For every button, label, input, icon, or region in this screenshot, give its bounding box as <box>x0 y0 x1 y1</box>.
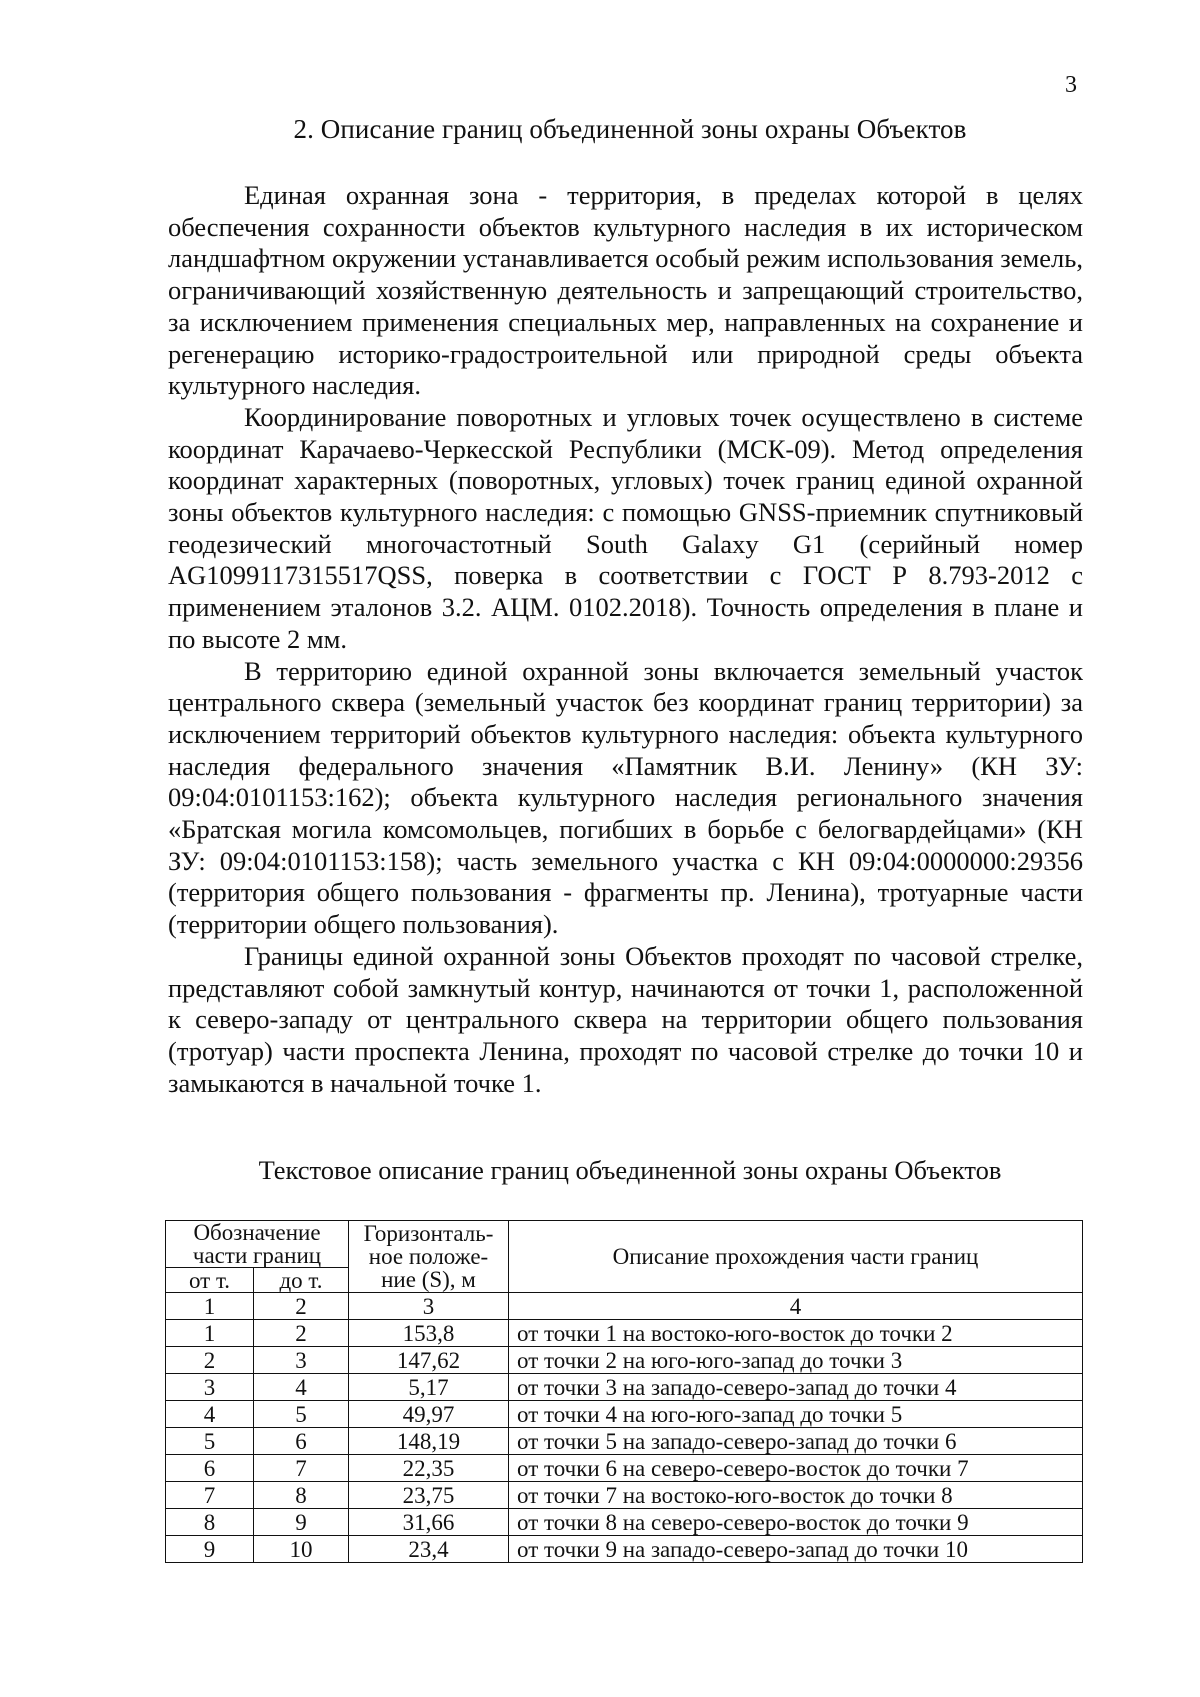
column-number: 1 <box>166 1293 254 1320</box>
cell-from: 5 <box>166 1428 254 1455</box>
cell-distance: 5,17 <box>349 1374 509 1401</box>
table-caption: Текстовое описание границ объединенной зоны охраны Объектов <box>258 1155 1002 1185</box>
cell-description: от точки 5 на западо-северо-запад до точки 6 <box>509 1428 1083 1455</box>
table-row <box>166 1374 1083 1401</box>
cell-to: 7 <box>254 1455 349 1482</box>
cell-to: 4 <box>254 1374 349 1401</box>
header-distance-line3: ние (S), м <box>381 1267 476 1292</box>
cell-to: 2 <box>254 1320 349 1347</box>
cell-to: 5 <box>254 1401 349 1428</box>
cell-distance: 49,97 <box>349 1401 509 1428</box>
cell-from: 2 <box>166 1347 254 1374</box>
cell-description: от точки 7 на востоко-юго-восток до точки 8 <box>509 1482 1083 1509</box>
cell-description: от точки 2 на юго-юго-запад до точки 3 <box>509 1347 1083 1374</box>
cell-to: 8 <box>254 1482 349 1509</box>
column-number: 2 <box>254 1293 349 1320</box>
cell-to: 6 <box>254 1428 349 1455</box>
cell-distance: 23,4 <box>349 1536 509 1563</box>
cell-to: 3 <box>254 1347 349 1374</box>
cell-from: 3 <box>166 1374 254 1401</box>
cell-to: 10 <box>254 1536 349 1563</box>
cell-distance: 23,75 <box>349 1482 509 1509</box>
body-text <box>168 180 1083 1099</box>
cell-description: от точки 9 на западо-северо-запад до точки 10 <box>509 1536 1083 1563</box>
paragraph-territory: В территорию единой охранной зоны включается земельный участок центрального сквера (земельный участок без координат границ территории) за исключением территорий объектов культурного наследия: объекта культурного наследия федерального значения «Памятник В.И. Ленину» (КН ЗУ: 09:04:0101153:162); объекта культурного наследия регионального значения «Братская могила комсомольцев, погибших в борьбе с белогвардейцами» (КН ЗУ: 09:04:0101153:158); часть земельного участка с КН 09:04:0000000:29356 (территория общего пользования - фрагменты пр. Ленина), тротуарные части (территории общего пользования). <box>168 655 1083 940</box>
header-distance <box>349 1221 509 1293</box>
boundary-table <box>165 1220 1083 1563</box>
cell-distance: 22,35 <box>349 1455 509 1482</box>
cell-description: от точки 4 на юго-юго-запад до точки 5 <box>509 1401 1083 1428</box>
cell-to: 9 <box>254 1509 349 1536</box>
paragraph-boundaries: Границы единой охранной зоны Объектов проходят по часовой стрелке, представляют собой замкнутый контур, начинаются от точки 1, расположенной к северо-западу от центрального сквера на территории общего пользования (тротуар) части проспекта Ленина, проходят по часовой стрелке до точки 10 и замыкаются в начальной точке 1. <box>168 940 1083 1098</box>
cell-from: 8 <box>166 1509 254 1536</box>
table-row <box>166 1455 1083 1482</box>
cell-description: от точки 3 на западо-северо-запад до точки 4 <box>509 1374 1083 1401</box>
paragraph-coordinates: Координирование поворотных и угловых точек осуществлено в системе координат Карачаево-Черкесской Республики (МСК-09). Метод определения координат характерных (поворотных, угловых) точек границ единой охранной зоны объектов культурного наследия: с помощью GNSS-приемник спутниковый геодезический многочастотный South Galaxy G1 (серийный номер AG1099117315517QSS, поверка в соответствии с ГОСТ Р 8.793-2012 с применением эталонов 3.2. АЦМ. 0102.2018). Точность определения в плане и по высоте 2 мм. <box>168 401 1083 654</box>
cell-description: от точки 8 на северо-северо-восток до точки 9 <box>509 1509 1083 1536</box>
table-row <box>166 1428 1083 1455</box>
header-description: Описание прохождения части границ <box>509 1221 1083 1293</box>
cell-from: 4 <box>166 1401 254 1428</box>
cell-distance: 31,66 <box>349 1509 509 1536</box>
header-designation <box>166 1221 349 1268</box>
cell-from: 9 <box>166 1536 254 1563</box>
header-to: до т. <box>254 1268 349 1293</box>
section-title: 2. Описание границ объединенной зоны охраны Объектов <box>293 114 967 144</box>
column-number-row <box>166 1293 1083 1320</box>
table-row <box>166 1536 1083 1563</box>
cell-description: от точки 6 на северо-северо-восток до точки 7 <box>509 1455 1083 1482</box>
cell-distance: 147,62 <box>349 1347 509 1374</box>
table-row <box>166 1320 1083 1347</box>
cell-from: 6 <box>166 1455 254 1482</box>
cell-from: 1 <box>166 1320 254 1347</box>
cell-description: от точки 1 на востоко-юго-восток до точки 2 <box>509 1320 1083 1347</box>
column-number: 3 <box>349 1293 509 1320</box>
table-row <box>166 1509 1083 1536</box>
header-designation-line1: Обозначение <box>193 1220 321 1245</box>
cell-from: 7 <box>166 1482 254 1509</box>
page-number: 3 <box>1065 72 1077 98</box>
cell-distance: 148,19 <box>349 1428 509 1455</box>
column-number: 4 <box>509 1293 1083 1320</box>
cell-distance: 153,8 <box>349 1320 509 1347</box>
table-row <box>166 1401 1083 1428</box>
table-row <box>166 1482 1083 1509</box>
header-from: от т. <box>166 1268 254 1293</box>
header-distance-line1: Горизонталь- <box>363 1221 494 1246</box>
table-row <box>166 1347 1083 1374</box>
paragraph-definition: Единая охранная зона - территория, в пределах которой в целях обеспечения сохранности объектов культурного наследия в их историческом ландшафтном окружении устанавливается особый режим использования земель, ограничивающий хозяйственную деятельность и запрещающий строительство, за исключением применения специальных мер, направленных на сохранение и регенерацию историко-градостроительной или природной среды объекта культурного наследия. <box>168 180 1083 401</box>
header-designation-line2: части границ <box>192 1243 322 1268</box>
header-distance-line2: ное положе- <box>368 1244 489 1269</box>
